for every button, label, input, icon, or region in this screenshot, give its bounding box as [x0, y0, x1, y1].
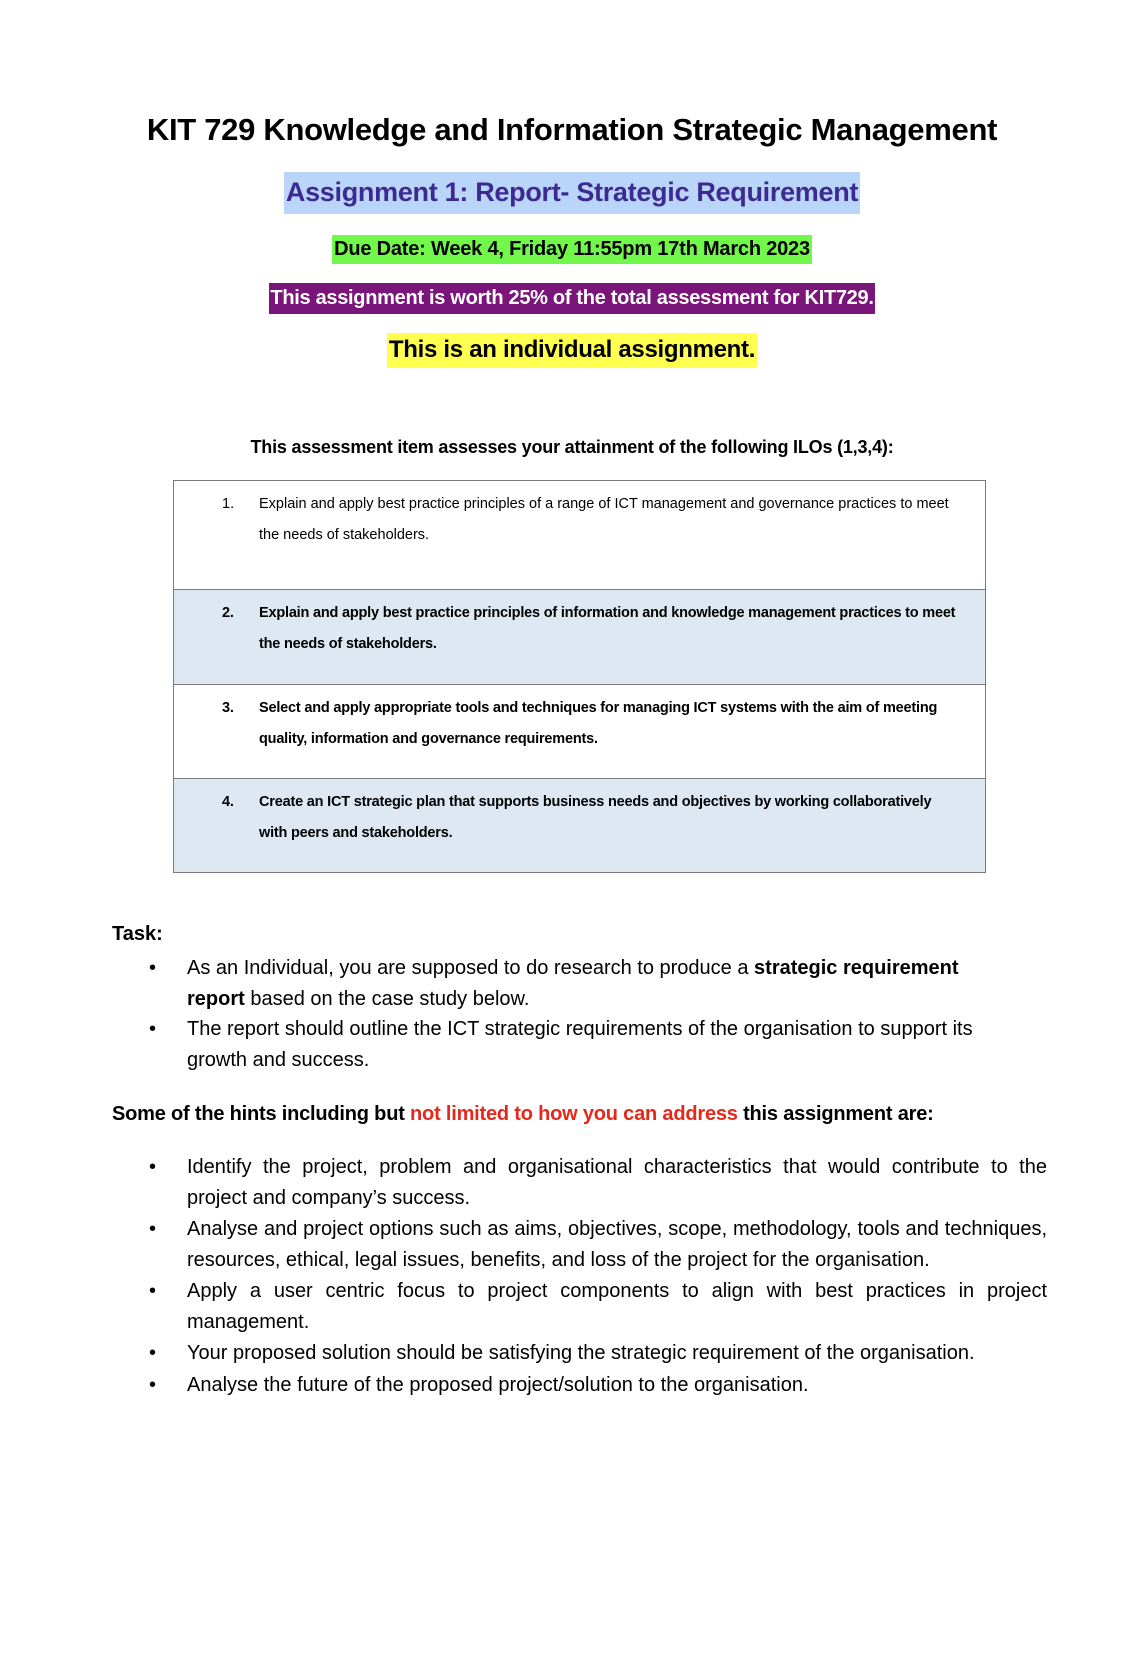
ilo-text: Select and apply appropriate tools and techniques for managing ICT systems with the aim of meeting quality, information and governance requirements. [259, 700, 938, 747]
emphasis: strategic requirement report [187, 957, 959, 1010]
worth-line [0, 283, 1144, 314]
bullet-icon: • [149, 957, 157, 979]
highlight-red-text: not limited to how you can address [410, 1103, 738, 1125]
ilo-text: Explain and apply best practice principles of a range of ICT management and governance practices to meet the needs of stakeholders. [259, 496, 949, 543]
assignment-title: Assignment 1: Report- Strategic Requirement [284, 172, 860, 214]
ilo-number: 3. [222, 700, 234, 716]
hints-list [149, 1152, 1047, 1401]
bullet-icon: • [149, 1373, 157, 1396]
ilo-text: Explain and apply best practice principles of information and knowledge management practices to meet the needs of stakeholders. [259, 605, 956, 652]
bullet-icon: • [149, 1156, 157, 1178]
ilo-table [173, 480, 986, 873]
ilo-row [174, 481, 985, 589]
list-item: • Your proposed solution should be satisfying the strategic requirement of the organisation. [155, 1338, 1047, 1369]
ilo-heading: This assessment item assesses your attainment of the following ILOs (1,3,4): [250, 437, 894, 457]
ilo-row [174, 684, 985, 778]
ilo-number: 2. [222, 605, 234, 621]
bullet-icon: • [149, 1218, 157, 1240]
ilo-number: 1. [222, 496, 235, 512]
ilo-text: Create an ICT strategic plan that supports business needs and objectives by working collaboratively with peers and stakeholders. [259, 794, 932, 841]
due-date: Due Date: Week 4, Friday 11:55pm 17th March 2023 [332, 235, 812, 264]
ilo-row [174, 589, 985, 684]
list-item: • As an Individual, you are supposed to do research to produce a strategic requirement report based on the case study below. [155, 953, 995, 1014]
document-title: KIT 729 Knowledge and Information Strategic Management [146, 112, 998, 147]
bullet-icon: • [149, 1342, 157, 1364]
ilo-row [174, 778, 985, 872]
list-item: • Identify the project, problem and organisational characteristics that would contribute to the project and company’s success. [155, 1152, 1047, 1213]
list-item: • Apply a user centric focus to project components to align with best practices in project management. [155, 1276, 1047, 1337]
list-item: • Analyse and project options such as aims, objectives, scope, methodology, tools and techniques, resources, ethical, legal issues, benefits, and loss of the project for the organisation. [155, 1214, 1047, 1275]
individual-notice: This is an individual assignment. [387, 333, 757, 368]
list-item: • Analyse the future of the proposed project/solution to the organisation. [155, 1370, 1047, 1401]
assignment-heading [0, 172, 1144, 214]
bullet-icon: • [149, 1280, 157, 1302]
list-item: • The report should outline the ICT strategic requirements of the organisation to support its growth and success. [155, 1014, 995, 1075]
task-list [149, 953, 995, 1075]
bullet-icon: • [149, 1018, 157, 1040]
due-date-line [0, 235, 1144, 264]
individual-line [0, 333, 1144, 368]
hints-heading: Some of the hints including but not limited to how you can address this assignment are: [112, 1103, 934, 1125]
task-heading: Task: [112, 923, 163, 945]
ilo-number: 4. [222, 794, 234, 810]
assessment-weight: This assignment is worth 25% of the total assessment for KIT729. [269, 283, 874, 314]
